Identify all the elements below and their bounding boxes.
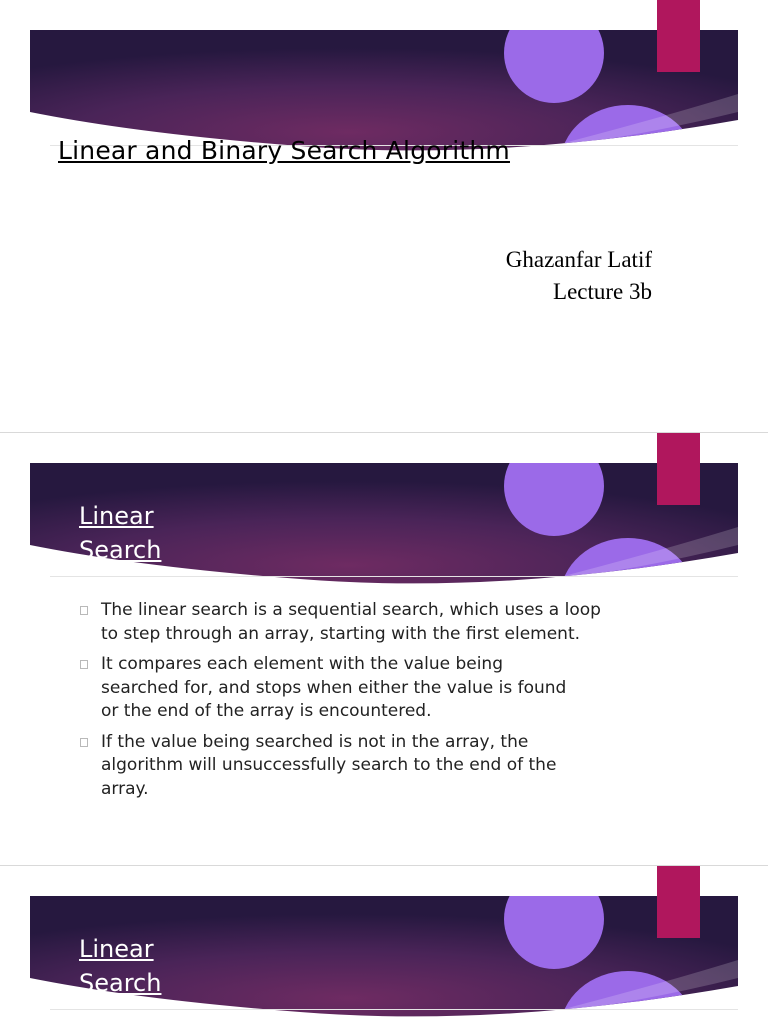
author-name: Ghazanfar Latif [505,247,652,272]
bullet-text: If the value being searched is not in the array, the algorithm will unsuccessfully search to the end of the array. [101,731,557,799]
bullet-text: It compares each element with the value being searched for, and stops when either the value is found or the end of the array is encountered. [101,654,567,721]
bullet-icon [80,606,88,615]
presentation-title: Linear and Binary Search Algorithm [58,136,510,165]
accent-bar [657,0,700,72]
bullet-item [80,731,620,802]
slide-title [79,499,161,567]
lecture-label: Lecture 3b [553,279,652,304]
bullet-item [80,599,620,646]
slide-title-line1: Linear [79,502,154,530]
author-block [506,244,652,308]
title-slide [0,0,768,432]
slide-title [79,932,161,1000]
bullet-list [80,599,620,808]
linear-search-slide [0,433,768,865]
banner-underline [50,1009,738,1010]
accent-bar [657,866,700,938]
decorative-circle-top [504,869,604,969]
bullet-icon [80,738,88,747]
accent-bar [657,433,700,505]
bullet-icon [80,660,88,669]
slide-title-line2: Search [79,969,162,997]
linear-search-slide-2 [0,866,768,1024]
slide-title-line1: Linear [79,935,154,963]
decorative-circle-top [504,3,604,103]
banner-underline [50,576,738,577]
decorative-circle-top [504,436,604,536]
bullet-text: The linear search is a sequential search, which uses a loop to step through an array, starting with the first element. [101,600,601,644]
bullet-item [80,653,620,724]
slide-title-line2: Search [79,536,162,564]
